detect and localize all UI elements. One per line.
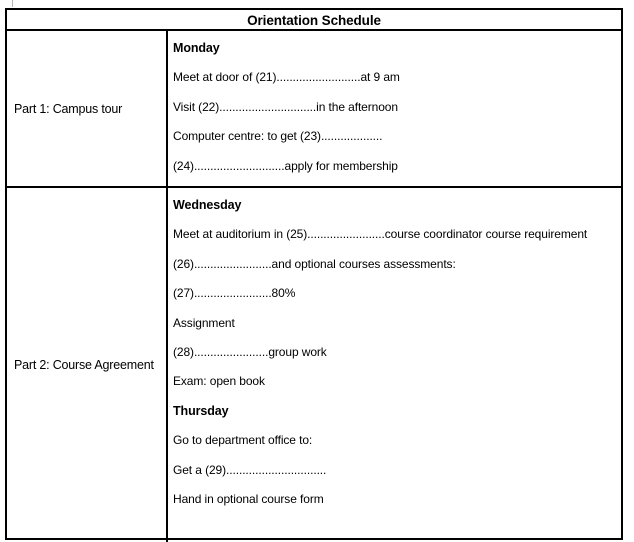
schedule-line-assignment: Assignment: [173, 315, 235, 330]
schedule-line-q26: (26)........................and optional courses assessments:: [173, 256, 456, 271]
orientation-schedule-table: [5, 8, 623, 540]
cursor-artifact: [12, 0, 13, 7]
schedule-line-q22: Visit (22)..............................in the afternoon: [173, 99, 398, 114]
day-heading-wednesday: Wednesday: [173, 198, 242, 212]
part-1-row: [7, 31, 621, 188]
part-2-row: [7, 188, 621, 542]
part-2-schedule-cell: [168, 188, 621, 542]
schedule-line-department-office: Go to department office to:: [173, 433, 313, 448]
schedule-line-q29: Get a (29)...............................: [173, 462, 327, 477]
schedule-line-q28: (28).......................group work: [173, 345, 327, 360]
schedule-line-q25: Meet at auditorium in (25)........................course coordinator course requirement: [173, 227, 588, 242]
schedule-line-q21: Meet at door of (21)..........................at 9 am: [173, 70, 400, 85]
table-title: Orientation Schedule: [247, 13, 381, 28]
schedule-line-hand-in-form: Hand in optional course form: [173, 492, 324, 507]
part-1-label-cell: [7, 31, 168, 186]
schedule-line-q24: (24)............................apply for membership: [173, 158, 398, 173]
day-heading-thursday: Thursday: [173, 403, 229, 418]
schedule-line-q27: (27)........................80%: [173, 286, 296, 301]
part-1-schedule-cell: [168, 31, 621, 186]
day-heading-monday: Monday: [173, 41, 220, 55]
schedule-line-q23: Computer centre: to get (23)...................: [173, 129, 383, 144]
part-2-label-cell: [7, 188, 168, 542]
part-2-label: Part 2: Course Agreement: [14, 358, 154, 372]
table-title-row: [7, 10, 621, 31]
part-1-label: Part 1: Campus tour: [14, 101, 123, 116]
schedule-line-exam: Exam: open book: [173, 374, 265, 389]
